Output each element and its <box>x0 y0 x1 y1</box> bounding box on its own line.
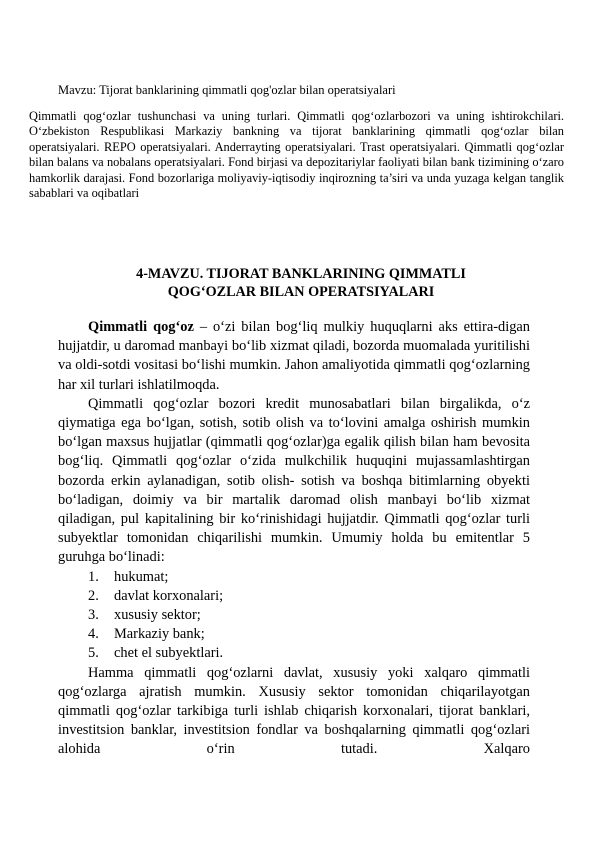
list-text: davlat korxonalari; <box>114 587 224 604</box>
chapter-title <box>66 265 536 301</box>
body-text <box>58 318 530 760</box>
paragraph-definition <box>58 318 530 395</box>
list-number: 2. <box>88 587 99 604</box>
paragraph-classification: Hamma qimmatli qog‘ozlarni davlat, xususiy yoki xalqaro qimmatli qog‘ozlarga ajratish mumkin. Xususiy sektor tomonidan chiqarilayotgan qimmatli qog‘ozlar tarkibiga turli ishlab chiqarish korxonalari, tijorat banklari, investitsion banklar, investitsion fondlar va boshqalarning qimmatli qog‘ozlari alohida o‘rin tutadi. Xalqaro <box>58 664 530 758</box>
list-item <box>58 587 530 606</box>
list-number: 4. <box>88 626 99 643</box>
list-item <box>58 606 530 625</box>
issuer-list <box>58 568 530 664</box>
defined-term: Qimmatli qog‘oz <box>88 319 194 335</box>
definition-text: – o‘zi bilan bog‘liq mulkiy huquqlarni aks ettira-digan hujjatdir, u daromad manbayi bo‘lib xizmat qiladi, bozorda muomalada yuritilishi va oldi-sotdi vositasi bo‘lishi mumkin. Jahon amaliyotida qimmatli qog‘ozlarning har xil turlari ishlatilmoqda. <box>58 319 530 393</box>
chapter-title-line-2: QOG‘OZLAR BILAN OPERATSIYALARI <box>167 284 435 300</box>
chapter-title-line-1: 4-MAVZU. TIJORAT BANKLARINING QIMMATLI <box>136 266 466 282</box>
topic-summary: Qimmatli qog‘ozlar tushunchasi va uning turlari. Qimmatli qog‘ozlarbozori va uning ishtirokchilari. O‘zbekiston Respublikasi Markaziy bankning va tijorat banklarining qimmatli qog‘ozlar bilan operatsiyalari. REPO operatsiyalari. Anderrayting operatsiyalari. Trast operatsiyalari. Qimmatli qog‘ozlar bilan balans va nobalans operatsiyalari. Fond birjasi va depozitariylar faoliyati bilan bank tizimining o‘zaro hamkorlik darajasi. Fond bozorlariga moliyaviy-iqtisodiy inqirozning ta’siri va unda yuzaga kelgan tanglik sabablari va oqibatlari <box>29 109 564 201</box>
list-text: xususiy sektor; <box>114 607 201 624</box>
list-number: 5. <box>88 645 99 662</box>
list-text: Markaziy bank; <box>114 626 205 643</box>
topic-heading: Mavzu: Tijorat banklarining qimmatli qog'ozlar bilan operatsiyalari <box>58 83 396 97</box>
list-item <box>58 568 530 587</box>
list-text: hukumat; <box>114 568 169 585</box>
list-text: chet el subyektlari. <box>114 645 224 662</box>
list-number: 1. <box>88 568 99 585</box>
list-item <box>58 625 530 644</box>
list-number: 3. <box>88 607 99 624</box>
paragraph-market: Qimmatli qog‘ozlar bozori kredit munosabatlari bilan birgalikda, o‘z qiymatiga ega bo‘lgan, sotish, sotib olish va to‘lovini amalga oshirish mumkin bo‘lgan maxsus hujjatlar (qimmatli qog‘ozlar)ga egalik qilish bilan ham bevosita bog‘liq. Qimmatli qog‘ozlar o‘zida mulkchilik huquqini mujassamlashtirgan bozorda erkin aylanadigan, sotib olish- sotish va boshqa bitimlarning obyekti bo‘ladigan, doimiy va bir martalik daromad olish manbayi bo‘lib xizmat qiladigan, pul kapitalining bir ko‘rinishidagi hujjatdir. Qimmatli qog‘ozlar turli subyektlar tomonidan chiqarilishi mumkin. Umumiy holda bu emitentlar 5 guruhga bo‘linadi: <box>58 395 530 566</box>
list-item <box>58 644 530 663</box>
